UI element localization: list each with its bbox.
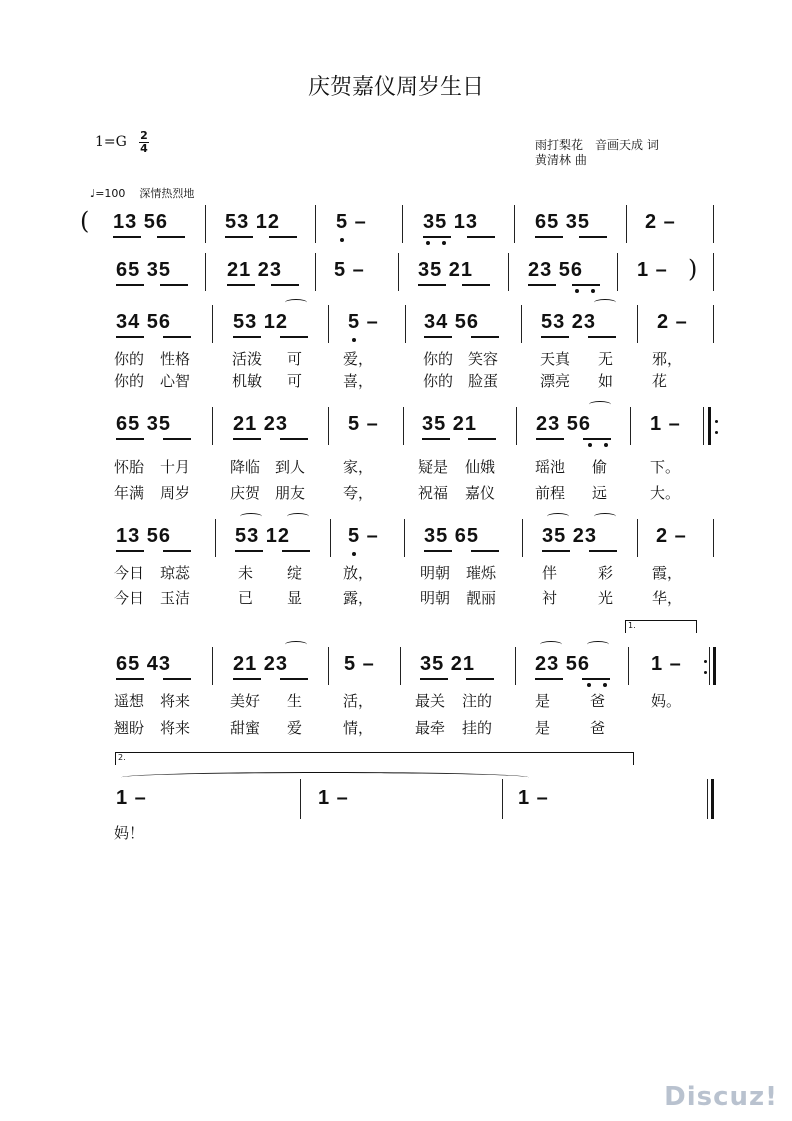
lyric: 最关 [415,692,446,710]
measure: 65 35 [535,211,591,233]
lyric: 漂亮 [540,372,571,390]
bar-line [637,519,638,557]
bar-line [215,519,216,557]
credits [535,138,659,168]
measure: 65 35 [116,413,172,435]
lyric: 疑是 [418,458,449,476]
lyric: 璀烁 [466,564,497,582]
lyric: 绽 [287,564,303,582]
measure: 5 – [348,525,379,547]
measure: 1 – [637,259,668,281]
lyric: 光 [598,589,614,607]
lyric: 嘉仪 [465,484,496,502]
lyric: 今日 [114,589,145,607]
long-tie [121,772,529,783]
lyric: 性格 [160,350,191,368]
watermark-logo: Discuz! [664,1082,778,1112]
bar-line [514,205,515,243]
lyric: 邪， [652,350,683,368]
bar-line [713,253,714,291]
lyric: 最牵 [415,719,446,737]
lyric: 远 [592,484,608,502]
lyric: 笑容 [468,350,499,368]
measure: 5 – [334,259,365,281]
expression: 深情热烈地 [139,187,195,200]
lyric: 甜蜜 [230,719,261,737]
open-paren: ( [80,207,90,235]
measure: 65 35 [116,259,172,281]
lyric: 可 [287,372,303,390]
bar-line [521,305,522,343]
tempo: ♩=100 [90,187,126,200]
lyric: 遥想 [114,692,145,710]
measure: 1 – [116,787,147,809]
lyric: 活， [343,692,374,710]
lyric: 活泼 [232,350,263,368]
lyric: 爸 [590,719,606,737]
bar-line [404,519,405,557]
lyric: 爸 [590,692,606,710]
measure: 53 23 [541,311,597,333]
lyric: 仙娥 [465,458,496,476]
lyric: 你的 [423,372,454,390]
measure: 35 21 [418,259,474,281]
measure: 65 43 [116,653,172,675]
lyric: 偷 [592,458,608,476]
repeat-bar [708,407,711,445]
lyric: 花 [652,372,668,390]
meter-top: 2 [140,129,148,142]
bar-line [330,519,331,557]
lyric: 明朝 [420,564,451,582]
bar-line [628,647,629,685]
bar-line [328,647,329,685]
close-paren: ) [688,255,698,283]
lyric: 明朝 [420,589,451,607]
lyric: 天真 [540,350,571,368]
measure: 1 – [518,787,549,809]
lyric: 华， [652,589,683,607]
volta-1: 1. [625,620,697,633]
lyric: 放， [343,564,374,582]
bar-line [328,407,329,445]
lyric: 美好 [230,692,261,710]
lyric: 无 [598,350,614,368]
measure: 53 12 [233,311,289,333]
lyric: 机敏 [232,372,263,390]
bar-line [707,779,708,819]
lyric: 是 [535,692,551,710]
bar-line [516,407,517,445]
measure: 35 23 [542,525,598,547]
lyric: 情， [343,719,374,737]
bar-line [212,305,213,343]
bar-line [713,519,714,557]
lyric: 妈。 [651,692,682,710]
measure: 34 56 [424,311,480,333]
lyric: 衬 [542,589,558,607]
measure: 21 23 [233,653,289,675]
meter-bottom: 4 [140,142,148,155]
final-bar [711,779,714,819]
lyricist: 雨打梨花 音画天成 词 [535,138,659,152]
lyric: 显 [287,589,303,607]
lyric: 降临 [230,458,261,476]
bar-line [522,519,523,557]
key-signature: 1=G [95,134,127,150]
lyric: 将来 [160,692,191,710]
measure: 35 13 [423,211,479,233]
lyric: 伴 [542,564,558,582]
bar-line [637,305,638,343]
lyric: 怀胎 [114,458,145,476]
bar-line [713,305,714,343]
lyric: 朋友 [275,484,306,502]
bar-line [212,647,213,685]
measure: 35 21 [420,653,476,675]
lyric: 彩 [598,564,614,582]
measure: 23 56 [528,259,584,281]
bar-line [502,779,503,819]
lyric: 大。 [650,484,681,502]
lyric: 可 [287,350,303,368]
lyric: 今日 [114,564,145,582]
bar-line [630,407,631,445]
measure: 1 – [651,653,682,675]
bar-line [315,253,316,291]
lyric: 未 [238,564,254,582]
lyric: 脸蛋 [468,372,499,390]
bar-line [515,647,516,685]
lyric: 心智 [160,372,191,390]
bar-line [405,305,406,343]
lyric: 已 [238,589,254,607]
lyric: 翘盼 [114,719,145,737]
lyric: 家， [343,458,374,476]
lyric: 如 [598,372,614,390]
measure: 53 12 [235,525,291,547]
composer: 黄清林 曲 [535,153,587,167]
measure: 53 12 [225,211,281,233]
volta-2: 2. [115,752,634,765]
measure: 5 – [336,211,367,233]
lyric: 霞， [652,564,683,582]
bar-line [205,205,206,243]
lyric: 妈！ [114,824,145,842]
repeat-bar [713,647,716,685]
lyric: 靓丽 [466,589,497,607]
measure: 23 56 [536,413,592,435]
lyric: 玉洁 [160,589,191,607]
measure: 35 65 [424,525,480,547]
measure: 5 – [344,653,375,675]
bar-line [617,253,618,291]
lyric: 祝福 [418,484,449,502]
bar-line [703,407,704,445]
lyric: 下。 [650,458,681,476]
measure: 21 23 [227,259,283,281]
lyric: 前程 [535,484,566,502]
time-signature [138,130,150,155]
measure: 1 – [650,413,681,435]
bar-line [402,205,403,243]
measure: 5 – [348,413,379,435]
bar-line [626,205,627,243]
lyric: 琼蕊 [160,564,191,582]
lyric: 年满 [114,484,145,502]
lyric: 露， [343,589,374,607]
lyric: 到人 [275,458,306,476]
lyric: 生 [287,692,303,710]
lyric: 爱 [287,719,303,737]
tempo-marking [90,185,194,201]
lyric: 将来 [160,719,191,737]
measure: 5 – [348,311,379,333]
bar-line [315,205,316,243]
lyric: 注的 [462,692,493,710]
lyric: 你的 [114,372,145,390]
measure: 2 – [656,525,687,547]
song-title: 庆贺嘉仪周岁生日 [307,75,484,100]
bar-line [713,205,714,243]
bar-line [205,253,206,291]
bar-line [709,647,710,685]
measure: 2 – [645,211,676,233]
measure: 34 56 [116,311,172,333]
measure: 13 56 [116,525,172,547]
lyric: 是 [535,719,551,737]
bar-line [398,253,399,291]
lyric: 挂的 [462,719,493,737]
bar-line [300,779,301,819]
lyric: 十月 [160,458,191,476]
lyric: 周岁 [160,484,191,502]
measure: 35 21 [422,413,478,435]
lyric: 你的 [114,350,145,368]
lyric: 你的 [423,350,454,368]
measure: 13 56 [113,211,169,233]
lyric: 瑶池 [535,458,566,476]
bar-line [403,407,404,445]
lyric: 爱， [343,350,374,368]
measure: 2 – [657,311,688,333]
lyric: 庆贺 [230,484,261,502]
lyric: 夸， [343,484,374,502]
bar-line [400,647,401,685]
measure: 23 56 [535,653,591,675]
measure: 21 23 [233,413,289,435]
lyric: 喜， [343,372,374,390]
measure: 1 – [318,787,349,809]
bar-line [328,305,329,343]
bar-line [508,253,509,291]
bar-line [212,407,213,445]
